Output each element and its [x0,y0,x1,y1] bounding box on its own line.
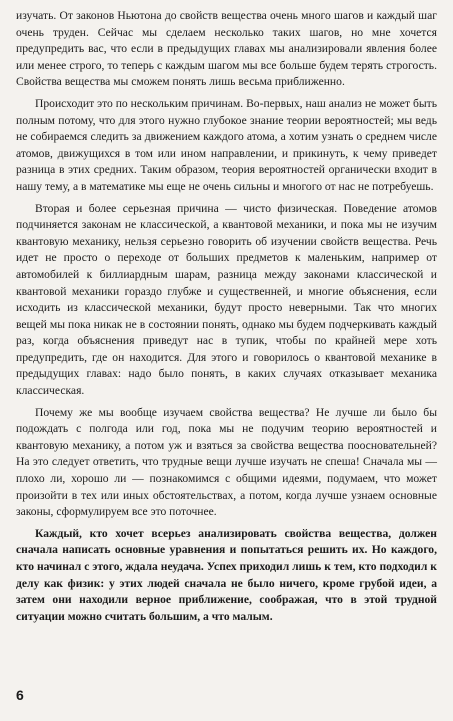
page-number: 6 [16,687,24,703]
paragraph-why-study: Почему же мы вообще изучаем свойства вещества? Не лучше ли было бы подождать с полгода или год, пока мы не подучим теорию вероятностей и квантовую механику, а потом уж и взяться за свойства вещества поосновательней? На это следует ответить, что трудные вещи лучше изучать не спеша! Сначала мы — плохо ли, хорошо ли — познакомимся с общими идеями, подумаем, что может произойти в тех или иных обстоятельствах, а потом, когда лучше узнаем основные законы, сформулируем все это поточнее. [16,405,437,519]
paragraph-reasons: Происходит это по нескольким причинам. Во-первых, наш анализ не может быть полным потому, что для этого нужно глубокое знание теории вероятностей; мы ведь не собираемся следить за движением каждого атома, а хотим узнать о среднем числе атомов, движущихся в том или ином направлении, и прикинуть, к чему приведет разница в этих средних. Таким образом, теория вероятностей органически входит в нашу тему, а в математике мы еще не очень сильны и многого от нас не потребуешь. [16,96,437,193]
paragraph-intro: изучать. От законов Ньютона до свойств вещества очень много шагов и каждый шаг очень труден. Сейчас мы сделаем несколько таких шагов, но мне хочется предупредить вас, что если в предыдущих главах мы анализировали явления более или менее строго, то теперь с каждым шагом мы все больше будем терять строгость. Свойства вещества мы сможем понять лишь весьма приближенно. [16,9,437,89]
paragraph-physical-reason: Вторая и более серьезная причина — чисто физическая. Поведение атомов подчиняется законам не классической, а квантовой механики, и пока мы не изучим квантовую механику, нельзя серьезно говорить об изучении свойств вещества. Речь идет не просто о переходе от больших предметов к маленьким, например от автомобилей к биллиардным шарам, разница между законами классической и квантовой механики гораздо глубже и существенней, и многие объяснения, если исходить из классической механики, будут просто неверными. Так что многих вещей мы пока никак не в состоянии понять, однако мы будем подчеркивать каждый раз, когда объяснения приведут нас в тупик, чтобы по крайней мере хоть предупредить, где он находится. Для этого и говорилось о квантовой механике в предыдущих главах: надо было понять, в каких случаях отказывает механика классическая. [16,201,437,398]
paragraph-approach: Каждый, кто хочет всерьез анализировать свойства вещества, должен сначала написать основные уравнения и попытаться решить их. Но каждого, кто начинал с этого, ждала неудача. Успех приходил лишь к тем, кто подходил к делу как физик: у этих людей сначала не было ничего, кроме грубой идеи, а затем они находили верное приближение, соображая, что в этой трудной ситуации можно считать большим, а что малым. [16,526,437,623]
